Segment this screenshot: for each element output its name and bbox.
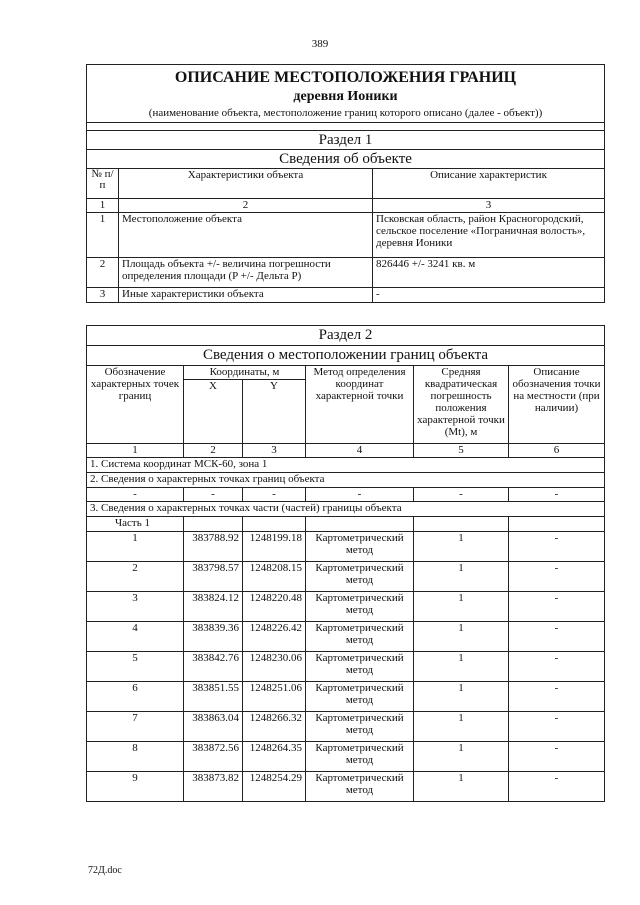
table-row <box>87 712 605 742</box>
coord-x: 383798.57 <box>184 562 243 592</box>
object-note: (наименование объекта, местоположение границ которого описано (далее - объект)) <box>87 107 605 123</box>
accuracy: 1 <box>414 772 509 802</box>
index-cell: 3 <box>243 444 306 458</box>
method: Картометрический метод <box>306 622 414 652</box>
method: Картометрический метод <box>306 562 414 592</box>
point-description: - <box>509 772 605 802</box>
method: Картометрический метод <box>306 532 414 562</box>
point-number: 9 <box>87 772 184 802</box>
method: Картометрический метод <box>306 652 414 682</box>
dash-cell: - <box>87 488 184 502</box>
col-desc-header: Описание характеристик <box>373 168 605 198</box>
method: Картометрический метод <box>306 592 414 622</box>
point-number: 4 <box>87 622 184 652</box>
coord-y: 1248254.29 <box>243 772 306 802</box>
points-info: 2. Сведения о характерных точках границ объекта <box>87 473 605 488</box>
dash-cell: - <box>306 488 414 502</box>
accuracy: 1 <box>414 622 509 652</box>
point-description: - <box>509 742 605 772</box>
col-char-header: Характеристики объекта <box>119 168 373 198</box>
coord-y: 1248226.42 <box>243 622 306 652</box>
col-y-header: Y <box>243 380 306 444</box>
coord-y: 1248266.32 <box>243 712 306 742</box>
dash-cell: - <box>243 488 306 502</box>
index-cell: 5 <box>414 444 509 458</box>
footer-filename: 72Д.doc <box>88 865 122 876</box>
coord-y: 1248264.35 <box>243 742 306 772</box>
coord-y: 1248199.18 <box>243 532 306 562</box>
point-description: - <box>509 622 605 652</box>
point-number: 3 <box>87 592 184 622</box>
coord-x: 383842.76 <box>184 652 243 682</box>
point-number: 1 <box>87 532 184 562</box>
coord-y: 1248208.15 <box>243 562 306 592</box>
table-row <box>87 742 605 772</box>
point-description: - <box>509 712 605 742</box>
table-row <box>87 652 605 682</box>
accuracy: 1 <box>414 742 509 772</box>
row-num: 2 <box>87 257 119 287</box>
page-number: 389 <box>311 38 329 50</box>
accuracy: 1 <box>414 652 509 682</box>
table-row <box>87 592 605 622</box>
table-row <box>87 532 605 562</box>
method: Картометрический метод <box>306 682 414 712</box>
table-row <box>87 562 605 592</box>
row-desc: 826446 +/- 3241 кв. м <box>373 257 605 287</box>
point-description: - <box>509 532 605 562</box>
accuracy: 1 <box>414 562 509 592</box>
dash-cell: - <box>184 488 243 502</box>
method: Картометрический метод <box>306 772 414 802</box>
coord-x: 383839.36 <box>184 622 243 652</box>
point-number: 7 <box>87 712 184 742</box>
coord-y: 1248230.06 <box>243 652 306 682</box>
section2-subtitle: Сведения о местоположении границ объекта <box>87 346 605 366</box>
document-title: ОПИСАНИЕ МЕСТОПОЛОЖЕНИЯ ГРАНИЦ <box>87 65 605 89</box>
index-cell: 6 <box>509 444 605 458</box>
coord-system: 1. Система координат МСК-60, зона 1 <box>87 458 605 473</box>
dash-cell: - <box>509 488 605 502</box>
row-num: 3 <box>87 287 119 302</box>
coord-x: 383824.12 <box>184 592 243 622</box>
boundaries-table <box>86 325 605 802</box>
table-row <box>87 772 605 802</box>
row-char: Площадь объекта +/- величина погрешности определения площади (P +/- Дельта P) <box>119 257 373 287</box>
section1-title: Раздел 1 <box>87 130 605 149</box>
point-description: - <box>509 652 605 682</box>
row-char: Местоположение объекта <box>119 212 373 257</box>
method: Картометрический метод <box>306 712 414 742</box>
point-description: - <box>509 562 605 592</box>
section1-subtitle: Сведения об объекте <box>87 149 605 168</box>
point-description: - <box>509 682 605 712</box>
table-row <box>87 682 605 712</box>
col-coords-header: Координаты, м <box>184 366 306 380</box>
index-cell: 3 <box>373 198 605 212</box>
coord-y: 1248220.48 <box>243 592 306 622</box>
col-accuracy-header: Средняя квадратическая погрешность положения характерной точки (Mt), м <box>414 366 509 444</box>
parts-info: 3. Сведения о характерных точках части (частей) границы объекта <box>87 502 605 517</box>
col-descr-header: Описание обозначения точки на местности (при наличии) <box>509 366 605 444</box>
row-desc: Псковская область, район Красногородский, сельское поселение «Пограничная волость», деревня Ионики <box>373 212 605 257</box>
table-row <box>87 257 605 287</box>
col-method-header: Метод определения координат характерной точки <box>306 366 414 444</box>
index-cell: 1 <box>87 198 119 212</box>
index-cell: 2 <box>119 198 373 212</box>
dash-cell: - <box>414 488 509 502</box>
accuracy: 1 <box>414 712 509 742</box>
coord-x: 383873.82 <box>184 772 243 802</box>
col-num-header: № п/п <box>87 168 119 198</box>
point-number: 2 <box>87 562 184 592</box>
row-desc: - <box>373 287 605 302</box>
coord-x: 383851.55 <box>184 682 243 712</box>
coord-x: 383788.92 <box>184 532 243 562</box>
point-number: 8 <box>87 742 184 772</box>
accuracy: 1 <box>414 682 509 712</box>
row-num: 1 <box>87 212 119 257</box>
point-number: 6 <box>87 682 184 712</box>
index-cell: 2 <box>184 444 243 458</box>
index-cell: 4 <box>306 444 414 458</box>
object-info-table <box>86 64 605 303</box>
coord-x: 383863.04 <box>184 712 243 742</box>
accuracy: 1 <box>414 592 509 622</box>
method: Картометрический метод <box>306 742 414 772</box>
col-x-header: X <box>184 380 243 444</box>
part-label: Часть 1 <box>87 517 184 532</box>
table-row <box>87 622 605 652</box>
col-points-header: Обозначение характерных точек границ <box>87 366 184 444</box>
coord-y: 1248251.06 <box>243 682 306 712</box>
object-name: деревня Ионики <box>87 89 605 107</box>
section2-title: Раздел 2 <box>87 326 605 346</box>
coord-x: 383872.56 <box>184 742 243 772</box>
point-number: 5 <box>87 652 184 682</box>
point-description: - <box>509 592 605 622</box>
row-char: Иные характеристики объекта <box>119 287 373 302</box>
index-cell: 1 <box>87 444 184 458</box>
accuracy: 1 <box>414 532 509 562</box>
table-row <box>87 287 605 302</box>
table-row <box>87 212 605 257</box>
